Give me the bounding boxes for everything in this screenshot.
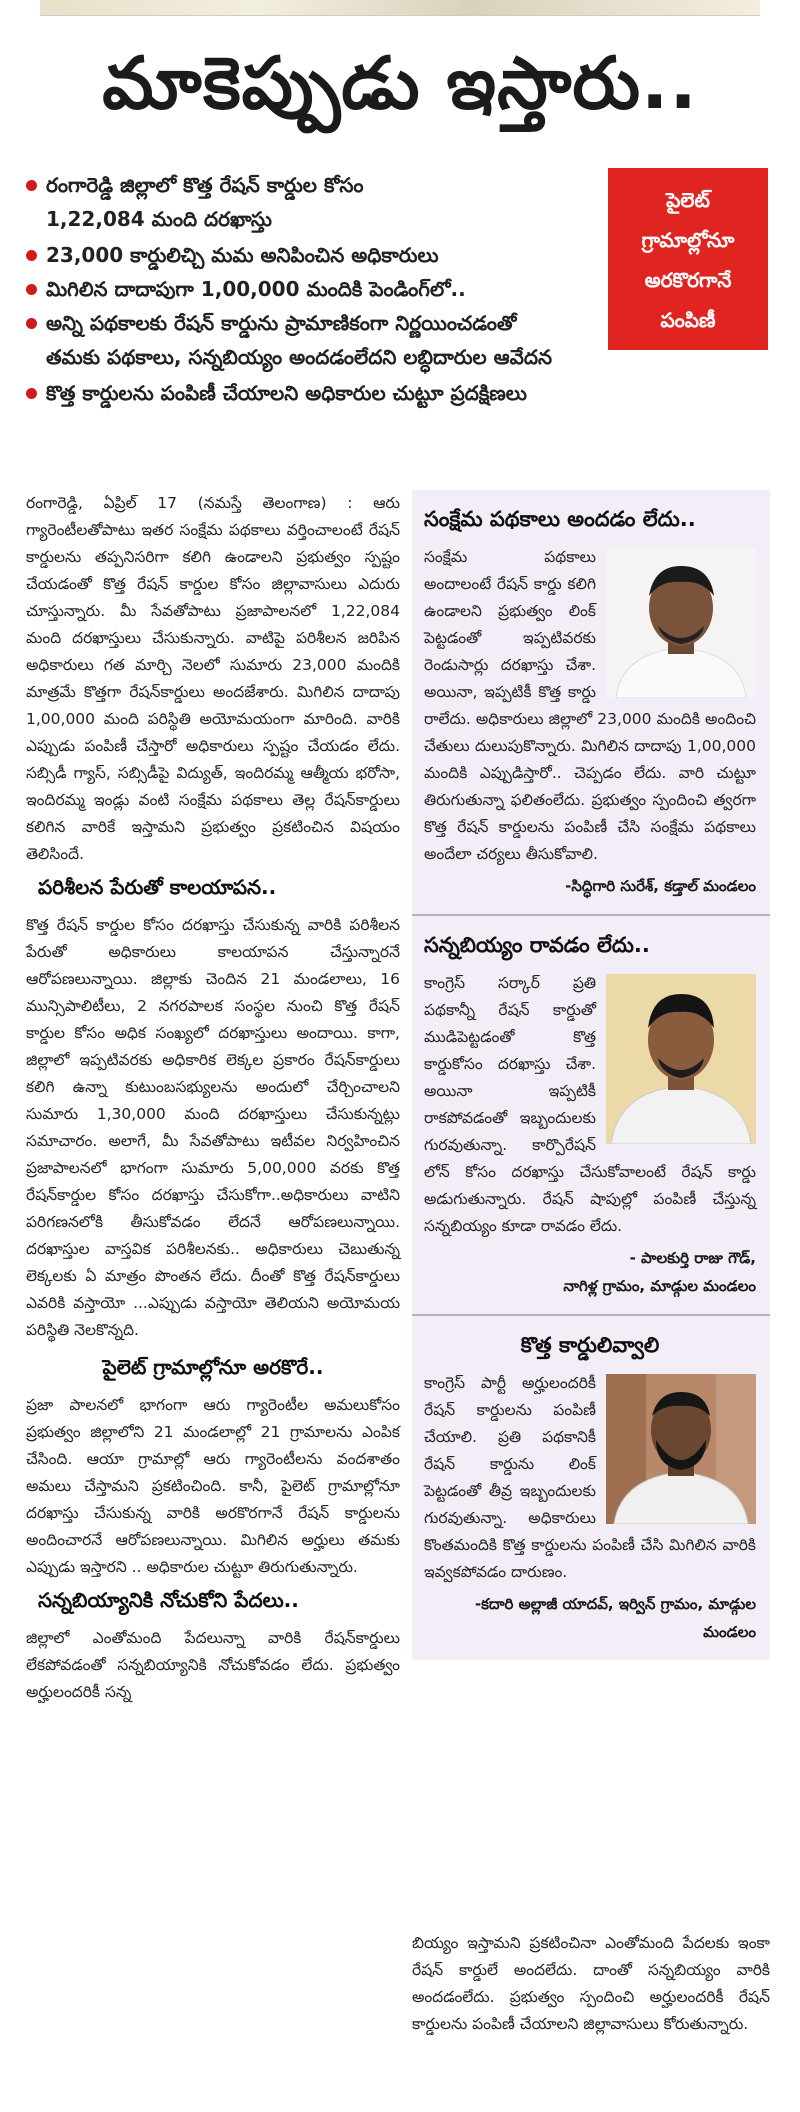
testimonial-box (412, 1316, 770, 1660)
bullet-item: అన్ని పథకాలకు రేషన్ కార్డును ప్రామాణికంగా నిర్ణయించడంతో తమకు పథకాలు, సన్నబియ్యం అందడంలేదని లబ్ధిదారుల ఆవేదన (26, 306, 716, 374)
testimonial-signature: -కదారి అల్లాజీ యాదవ్, ఇర్విన్ గ్రామం, మాడ్గుల మండలం (474, 1595, 756, 1641)
headline: మాకెప్పుడు ఇస్తారు.. (102, 41, 698, 125)
testimonial-text: కాంగ్రెస్ సర్కార్ ప్రతి పథకాన్నీ రేషన్ కార్డుతో ముడిపెట్టడంతో కొత్త కార్డుకోసం దరఖాస్తు చేశా. అయినా ఇప్పటికీ రాకపోవడంతో ఇబ్బందులకు గురవుతున్నా. కార్పొరేషన్ లోన్ కోసం దరఖాస్తు చేసుకోవాలంటే రేషన్ కార్డు అడుగుతున్నారు. రేషన్ షాపుల్లో పంపిణీ చేస్తున్న సన్నబియ్యం కూడా రావడం లేదు. (424, 974, 756, 1235)
article-paragraph: బియ్యం ఇస్తామని ప్రకటించినా ఎంతోమంది పేదలకు ఇంకా రేషన్ కార్డులే అందలేదు. దాంతో సన్నబియ్యం వారికి అందడంలేదు. ప్రభుత్వం స్పందించి అర్హులందరికీ రేషన్ కార్డులను పంపిణీ చేయాలని జిల్లావాసులు కోరుతున్నారు. (412, 1934, 770, 2033)
bullet-dot-icon (26, 284, 37, 295)
subheading: సన్నబియ్యానికి నోచుకోని పేదలు.. (38, 1588, 299, 1612)
testimonial-title: సంక్షేమ పథకాలు అందడం లేదు.. (424, 507, 696, 531)
testimonial-box (412, 916, 770, 1316)
subheading: పరిశీలన పేరుతో కాలయాపన.. (38, 875, 277, 899)
bullet-item: 23,000 కార్డులిచ్చి మమ అనిపించిన అధికారులు (26, 238, 606, 272)
pilot-villages-callout: పైలెట్ గ్రామాల్లోనూ అరకొరగానే పంపిణీ (608, 168, 768, 350)
testimonial-box (412, 490, 770, 916)
testimonials-panel (412, 490, 770, 1660)
bullet-dot-icon (26, 388, 37, 399)
person-photo-icon (606, 548, 756, 698)
bullet-item: రంగారెడ్డి జిల్లాలో కొత్త రేషన్ కార్డుల కోసం 1,22,084 మంది దరఖాస్తు (26, 168, 606, 236)
bullet-dot-icon (26, 250, 37, 261)
testimonial-title: సన్నబియ్యం రావడం లేదు.. (424, 933, 650, 957)
testimonial-text: కాంగ్రెస్ పార్టీ అర్హులందరికీ రేషన్ కార్డులను పంపిణీ చేయాలి. ప్రతి పథకానికీ రేషన్ కార్డును లింక్ పెట్టడంతో తీవ్ర ఇబ్బందులకు గురవుతున్నా. అధికారులు కొంతమందికి కొత్త కార్డులను పంపిణీ చేసి మిగిలిన వారికి ఇవ్వకపోవడం దారుణం. (424, 1374, 756, 1581)
bullet-item: మిగిలిన దాదాపుగా 1,00,000 మందికి పెండింగ్‌లో.. (26, 272, 606, 306)
article-paragraph: కొత్త రేషన్ కార్డుల కోసం దరఖాస్తు చేసుకున్న వారికి పరిశీలన పేరుతో అధికారులు కాలయాపన చేస్తున్నారనే ఆరోపణలున్నాయి. జిల్లాకు చెందిన 21 మండలాలు, 16 మున్సిపాలిటీలు, 2 నగరపాలక సంస్థల నుంచి కొత్త రేషన్ కార్డుల కోసం అధిక సంఖ్యలో దరఖాస్తులు అందాయి. కాగా, జిల్లాలో ఇప్పటివరకు అధికారిక లెక్కల ప్రకారం రేషన్‌కార్డులు కలిగి ఉన్నా కుటుంబసభ్యులను అందులో చేర్చించాలని సుమారు 1,30,000 మంది దరఖాస్తులు చేసుకున్నట్లు సమాచారం. అలాగే, మీ సేవతోపాటు ఇటీవల నిర్వహించిన ప్రజాపాలనలో భాగంగా సుమారు 5,00,000 వరకు కొత్త రేషన్‌కార్డుల కోసం దరఖాస్తు చేసుకోగా..అధికారులు వాటిని పరిగణనలోకి తీసుకోవడం లేదనే ఆరోపణలున్నాయి. దరఖాస్తుల వాస్తవిక పరిశీలనకు.. అధికారులు చెబుతున్న లెక్కలకు ఏ మాత్రం పొంతన లేదు. దీంతో కొత్త రేషన్‌కార్డులు ఎవరికి వస్తాయో ...ఎప్పుడు వస్తాయో తెలియని అయోమయ పరిస్థితి నెలకొన్నది. (26, 916, 400, 1339)
bullet-dot-icon (26, 318, 37, 329)
subheading: పైలెట్ గ్రామాల్లోనూ అరకొరే.. (102, 1355, 324, 1379)
article-continuation (412, 1930, 770, 2038)
testimonial-signature: -సిద్ధిగారి సురేశ్, కడ్తాల్ మండలం (565, 877, 756, 895)
testimonial-text: సంక్షేమ పథకాలు అందాలంటే రేషన్ కార్డు కలిగి ఉండాలని ప్రభుత్వం లింక్ పెట్టడంతో ఇప్పటివరకు రెండుసార్లు దరఖాస్తు చేశా. అయినా, ఇప్పటికీ కొత్త కార్డు రాలేదు. అధికారులు జిల్లాలో 23,000 మందికి అందించి చేతులు దులుపుకొన్నారు. మిగిలిన దాదాపు 1,00,000 మందికి ఎప్పుడిస్తారో.. చెప్పడం లేదు. వారి చుట్టూ తిరుగుతున్నా ఫలితంలేదు. ప్రభుత్వం స్పందించి త్వరగా కొత్త రేషన్ కార్డులను పంపిణీ చేసి సంక్షేమ పథకాలు అందేలా చర్యలు తీసుకోవాలి. (424, 548, 756, 863)
top-banner-strip (40, 0, 760, 16)
person-photo-icon (606, 974, 756, 1144)
article-paragraph: జిల్లాలో ఎంతోమంది పేదలున్నా వారికి రేషన్‌కార్డులు లేకపోవడంతో సన్నబియ్యానికి నోచుకోవడం లేదు. ప్రభుత్వం అర్హులందరికీ సన్న (26, 1629, 400, 1701)
testimonial-location: నాగిళ్ల గ్రామం, మాడ్గుల మండలం (563, 1277, 756, 1295)
article-paragraph: రంగారెడ్డి, ఏప్రిల్ 17 (నమస్తే తెలంగాణ) : ఆరు గ్యారెంటీలతోపాటు ఇతర సంక్షేమ పథకాలు వర్తించాలంటే రేషన్ కార్డులను తప్పనిసరిగా కలిగి ఉండాలని ప్రభుత్వం స్పష్టం చేయడంతో కొత్త రేషన్ కార్డుల కోసం జిల్లావాసులు ఎదురు చూస్తున్నారు. మీ సేవతోపాటు ప్రజాపాలనలో 1,22,084 మంది దరఖాస్తులు చేసుకున్నారు. వాటిపై పరిశీలన జరిపిన అధికారులు గత మార్చి నెలలో సుమారు 23,000 మందికి మాత్రమే కొత్తగా రేషన్‌కార్డులు అందజేశారు. మిగిలిన దాదాపు 1,00,000 మంది పరిస్థితి అయోమయంగా మారింది. వారికి ఎప్పుడు పంపిణీ చేస్తారో అధికారులు స్పష్టం చేయడం లేదు. సబ్సిడీ గ్యాస్, సబ్సిడీపై విద్యుత్, ఇందిరమ్మ ఆత్మీయ భరోసా, ఇందిరమ్మ ఇండ్లు వంటి సంక్షేమ పథకాలు తెల్ల రేషన్‌కార్డులు కలిగిన వారికే ఇస్తామని ప్రభుత్వం ప్రకటించిన విషయం తెలిసిందే. (26, 494, 400, 863)
bullet-item: కొత్త కార్డులను పంపిణీ చేయాలని అధికారుల చుట్టూ ప్రదక్షిణలు (26, 376, 716, 410)
main-article-column (26, 490, 400, 1706)
bullet-list (26, 168, 606, 410)
testimonial-title: కొత్త కార్డులివ్వాలి (520, 1333, 660, 1357)
bullet-dot-icon (26, 180, 37, 191)
person-photo-icon (606, 1374, 756, 1524)
testimonial-signature: - పాలకుర్తి రాజు గౌడ్, (629, 1249, 756, 1267)
article-paragraph: ప్రజా పాలనలో భాగంగా ఆరు గ్యారెంటీల అమలుకోసం ప్రభుత్వం జిల్లాలోని 21 మండలాల్లో 21 గ్రామాలను ఎంపిక చేసింది. ఆయా గ్రామాల్లో ఆరు గ్యారెంటీలను వందశాతం అమలు చేస్తామని ప్రకటించింది. కానీ, పైలెట్ గ్రామాల్లోనూ దరఖాస్తు చేసుకున్న వారికి అరకొరగానే రేషన్ కార్డులను అందించారనే ఆరోపణలున్నాయి. మిగిలిన అర్హులు తమకు ఎప్పుడు ఇస్తారని .. అధికారుల చుట్టూ తిరుగుతున్నారు. (26, 1396, 400, 1576)
